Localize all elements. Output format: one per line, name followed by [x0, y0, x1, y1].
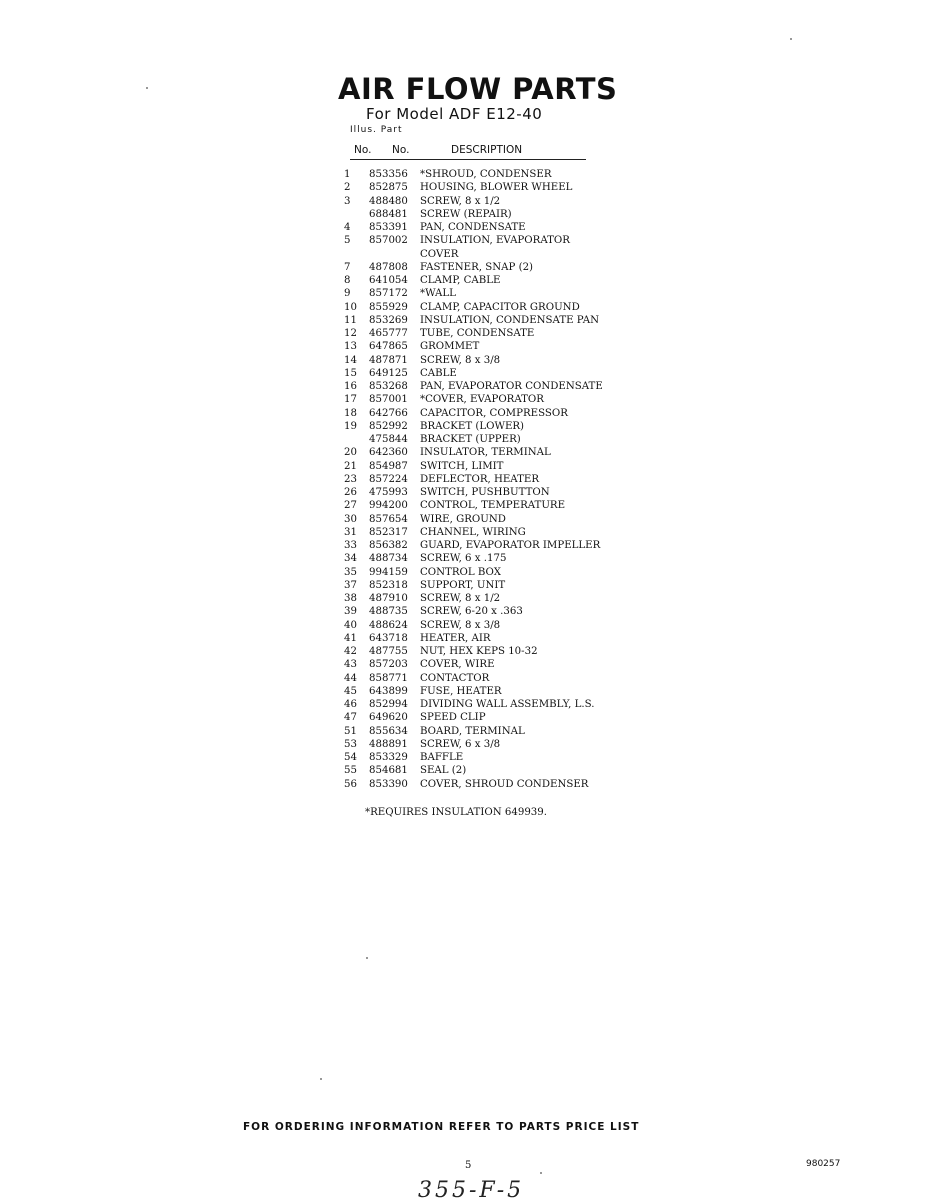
table-row	[344, 473, 664, 486]
illus-number: 55	[344, 765, 357, 777]
illus-number: 23	[344, 473, 357, 485]
illus-number: 3	[344, 195, 351, 207]
part-number: 487871	[369, 354, 408, 366]
table-row	[344, 407, 664, 420]
part-description: GROMMET	[420, 341, 480, 353]
part-number: 852992	[369, 420, 408, 432]
part-number: 487755	[369, 646, 408, 657]
part-number: 855634	[369, 725, 408, 737]
table-row	[344, 605, 664, 618]
illus-number: 11	[344, 314, 357, 326]
page-title: AIR FLOW PARTS	[338, 72, 618, 106]
illus-number: 41	[344, 632, 357, 644]
part-number: 857001	[369, 394, 408, 406]
part-number: 856382	[369, 540, 408, 551]
table-row	[344, 552, 664, 565]
part-number: 852318	[369, 579, 408, 591]
part-number: 647865	[369, 341, 408, 353]
part-description: DIVIDING WALL ASSEMBLY, L.S.	[420, 699, 595, 710]
part-description: INSULATION, CONDENSATE PAN	[420, 314, 599, 326]
illus-number: 4	[344, 222, 351, 233]
part-number: 853391	[369, 222, 408, 233]
illus-number: 30	[344, 513, 357, 525]
part-number: 857002	[369, 235, 408, 247]
part-description: CLAMP, CAPACITOR GROUND	[420, 301, 580, 313]
illus-number: 8	[344, 275, 351, 286]
part-description: FUSE, HEATER	[420, 685, 502, 697]
illus-number: 1	[344, 169, 351, 180]
part-description: INSULATOR, TERMINAL	[420, 447, 551, 459]
parts-table	[344, 168, 664, 791]
table-row	[344, 499, 664, 512]
part-number: 857203	[369, 659, 408, 671]
table-row	[344, 486, 664, 499]
part-number: 858771	[369, 672, 408, 684]
part-description: CONTACTOR	[420, 672, 490, 684]
column-group-label: Illus. Part	[350, 125, 403, 135]
part-description: COVER, WIRE	[420, 659, 495, 671]
part-number: 488735	[369, 606, 408, 618]
part-description: BOARD, TERMINAL	[420, 725, 525, 737]
table-row	[344, 645, 664, 658]
part-number: 649620	[369, 712, 408, 724]
part-number: 475844	[369, 434, 408, 445]
illus-number: 37	[344, 579, 357, 591]
model-subtitle: For Model ADF E12-40	[366, 105, 543, 123]
part-number: 857172	[369, 288, 408, 300]
part-description: NUT, HEX KEPS 10-32	[420, 646, 538, 657]
illus-number: 44	[344, 672, 357, 684]
part-description: SEAL (2)	[420, 765, 467, 777]
table-row	[344, 778, 664, 791]
part-description: PAN, EVAPORATOR CONDENSATE	[420, 381, 603, 392]
part-description: SPEED CLIP	[420, 712, 486, 724]
insulation-footnote: *REQUIRES INSULATION 649939.	[365, 807, 548, 818]
part-description: CHANNEL, WIRING	[420, 526, 526, 538]
illus-number: 20	[344, 447, 357, 459]
illus-number: 42	[344, 646, 357, 657]
table-row	[344, 248, 664, 261]
part-number: 643718	[369, 632, 408, 644]
table-row	[344, 420, 664, 433]
table-row	[344, 168, 664, 181]
part-number: 488624	[369, 619, 408, 631]
part-description: SCREW, 6 x 3/8	[420, 738, 501, 750]
illus-number: 19	[344, 420, 357, 432]
part-number: 994200	[369, 500, 408, 512]
table-row	[344, 738, 664, 751]
part-number: 641054	[369, 275, 408, 286]
table-row	[344, 393, 664, 406]
table-row	[344, 221, 664, 234]
illus-number: 46	[344, 699, 357, 710]
part-description: BRACKET (LOWER)	[420, 420, 525, 432]
table-row	[344, 711, 664, 724]
part-number: 857654	[369, 513, 408, 525]
part-number: 855929	[369, 301, 408, 313]
table-row	[344, 460, 664, 473]
part-description: SCREW, 8 x 3/8	[420, 354, 501, 366]
illus-number: 17	[344, 394, 357, 406]
part-number: 642766	[369, 407, 408, 419]
part-description: PAN, CONDENSATE	[420, 222, 526, 233]
part-number: 853329	[369, 752, 408, 763]
part-description: SCREW (REPAIR)	[420, 208, 512, 220]
part-description: DEFLECTOR, HEATER	[420, 473, 539, 485]
illus-number: 45	[344, 685, 357, 697]
part-description: *WALL	[420, 288, 456, 300]
part-description: COVER	[420, 248, 459, 260]
table-row	[344, 592, 664, 605]
part-number: 642360	[369, 447, 408, 459]
part-description: COVER, SHROUD CONDENSER	[420, 778, 589, 790]
part-description: WIRE, GROUND	[420, 513, 506, 525]
illus-number: 39	[344, 606, 357, 618]
illus-number: 27	[344, 500, 357, 512]
scan-speck	[540, 1172, 542, 1174]
illus-number: 12	[344, 328, 357, 339]
part-description: SWITCH, LIMIT	[420, 460, 504, 472]
part-number: 852875	[369, 182, 408, 194]
table-row	[344, 698, 664, 711]
part-number: 857224	[369, 473, 408, 485]
part-description: TUBE, CONDENSATE	[420, 328, 535, 339]
part-description: SCREW, 8 x 3/8	[420, 619, 501, 631]
table-row	[344, 658, 664, 671]
illus-number: 26	[344, 487, 357, 498]
part-description: CABLE	[420, 367, 457, 379]
illus-number: 10	[344, 301, 357, 313]
illus-number: 16	[344, 381, 357, 392]
scan-speck	[790, 38, 792, 40]
part-description: CAPACITOR, COMPRESSOR	[420, 407, 568, 419]
ordering-information-note: FOR ORDERING INFORMATION REFER TO PARTS PRICE LIST	[243, 1121, 640, 1133]
illus-number: 13	[344, 341, 357, 353]
part-number: 854987	[369, 460, 408, 472]
part-description: *COVER, EVAPORATOR	[420, 394, 544, 406]
part-description: SCREW, 8 x 1/2	[420, 593, 501, 604]
illus-number: 38	[344, 593, 357, 604]
illus-number: 40	[344, 619, 357, 631]
table-row	[344, 539, 664, 552]
illus-number: 14	[344, 354, 357, 366]
part-number: 853268	[369, 381, 408, 392]
table-row	[344, 367, 664, 380]
column-header-illus-no: No.	[354, 144, 372, 156]
part-number: 488480	[369, 195, 408, 207]
part-number: 465777	[369, 328, 408, 339]
table-row	[344, 513, 664, 526]
part-description: BRACKET (UPPER)	[420, 434, 521, 445]
illus-number: 15	[344, 367, 357, 379]
illus-number: 56	[344, 778, 357, 790]
part-number: 853390	[369, 778, 408, 790]
illus-number: 33	[344, 540, 357, 551]
scan-speck	[366, 957, 368, 959]
part-description: CONTROL BOX	[420, 566, 501, 578]
part-description: SUPPORT, UNIT	[420, 579, 506, 591]
table-row	[344, 764, 664, 777]
table-row	[344, 446, 664, 459]
part-description: BAFFLE	[420, 752, 464, 763]
table-row	[344, 685, 664, 698]
table-row	[344, 672, 664, 685]
illus-number: 31	[344, 526, 357, 538]
illus-number: 21	[344, 460, 357, 472]
table-row	[344, 619, 664, 632]
table-row	[344, 314, 664, 327]
scan-speck	[320, 1078, 322, 1080]
part-number: 994159	[369, 566, 408, 578]
illus-number: 54	[344, 752, 357, 763]
table-row	[344, 301, 664, 314]
table-row	[344, 526, 664, 539]
part-description: CLAMP, CABLE	[420, 275, 501, 286]
illus-number: 34	[344, 553, 357, 565]
part-description: SCREW, 6 x .175	[420, 553, 507, 565]
handwritten-note: 355-F-5	[418, 1178, 525, 1203]
part-number: 853356	[369, 169, 408, 180]
table-row	[344, 234, 664, 247]
document-code: 980257	[806, 1159, 841, 1169]
table-row	[344, 632, 664, 645]
part-number: 854681	[369, 765, 408, 777]
table-row	[344, 380, 664, 393]
part-description: *SHROUD, CONDENSER	[420, 169, 552, 180]
part-description: HOUSING, BLOWER WHEEL	[420, 182, 573, 194]
table-row	[344, 566, 664, 579]
part-description: GUARD, EVAPORATOR IMPELLER	[420, 540, 601, 551]
table-row	[344, 433, 664, 446]
table-row	[344, 354, 664, 367]
part-number: 853269	[369, 314, 408, 326]
table-row	[344, 751, 664, 764]
part-description: SCREW, 8 x 1/2	[420, 195, 501, 207]
part-description: INSULATION, EVAPORATOR	[420, 235, 570, 247]
part-number: 852317	[369, 526, 408, 538]
column-header-description: DESCRIPTION	[451, 144, 523, 156]
part-description: FASTENER, SNAP (2)	[420, 261, 534, 273]
table-row	[344, 725, 664, 738]
table-row	[344, 287, 664, 300]
illus-number: 7	[344, 261, 351, 273]
part-number: 488891	[369, 738, 408, 750]
illus-number: 43	[344, 659, 357, 671]
part-description: HEATER, AIR	[420, 632, 491, 644]
table-row	[344, 181, 664, 194]
table-row	[344, 579, 664, 592]
table-row	[344, 327, 664, 340]
table-row	[344, 195, 664, 208]
illus-number: 35	[344, 566, 357, 578]
part-description: CONTROL, TEMPERATURE	[420, 500, 566, 512]
illus-number: 53	[344, 738, 357, 750]
illus-number: 51	[344, 725, 357, 737]
column-header-part-no: No.	[392, 144, 410, 156]
column-header-row	[350, 144, 586, 160]
illus-number: 9	[344, 288, 351, 300]
illus-number: 5	[344, 235, 351, 247]
part-number: 649125	[369, 367, 408, 379]
page-number: 5	[465, 1160, 472, 1171]
table-row	[344, 261, 664, 274]
illus-number: 2	[344, 182, 351, 194]
part-number: 852994	[369, 699, 408, 710]
part-number: 487910	[369, 593, 408, 604]
scan-speck	[146, 87, 148, 89]
part-number: 475993	[369, 487, 408, 498]
illus-number: 18	[344, 407, 357, 419]
part-number: 688481	[369, 208, 408, 220]
table-row	[344, 274, 664, 287]
table-row	[344, 208, 664, 221]
part-description: SWITCH, PUSHBUTTON	[420, 487, 550, 498]
part-description: SCREW, 6-20 x .363	[420, 606, 523, 618]
part-number: 487808	[369, 261, 408, 273]
part-number: 488734	[369, 553, 408, 565]
part-number: 643899	[369, 685, 408, 697]
illus-number: 47	[344, 712, 357, 724]
table-row	[344, 340, 664, 353]
